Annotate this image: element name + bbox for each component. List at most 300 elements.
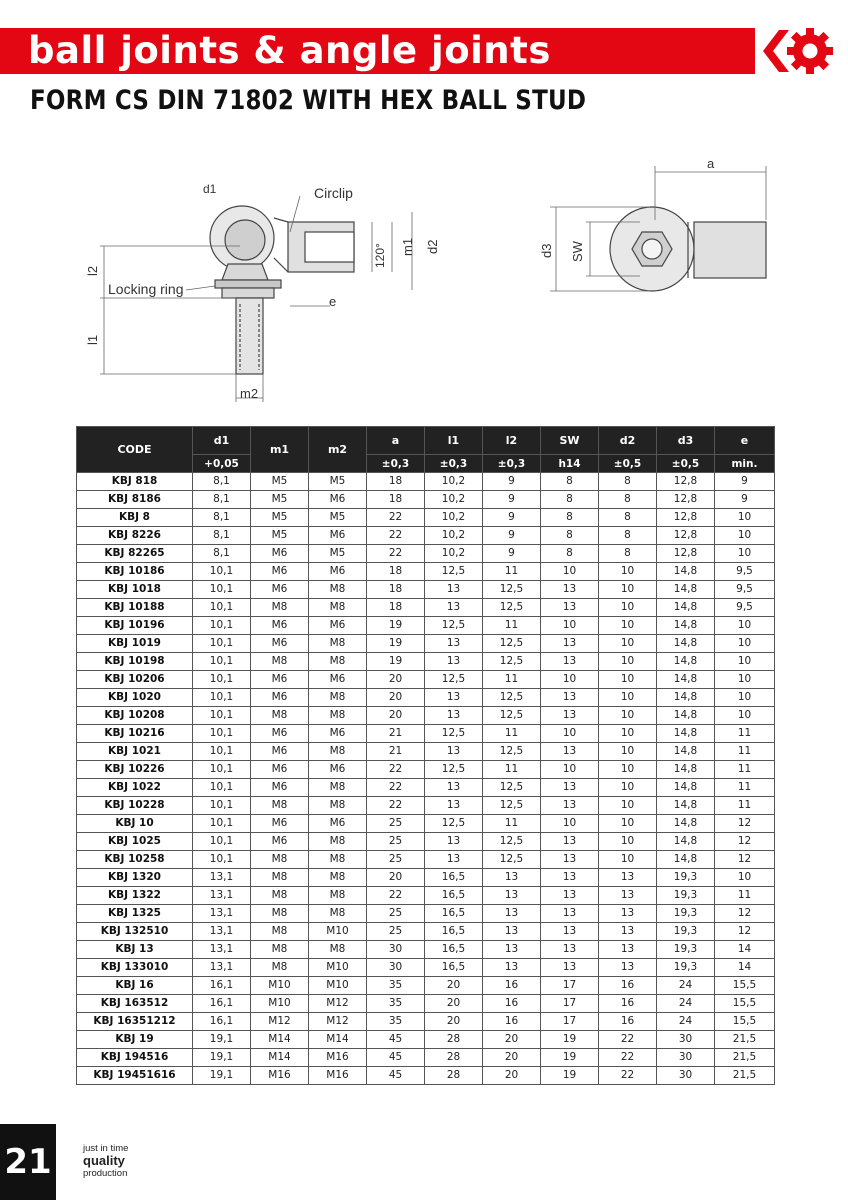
table-cell: 13 xyxy=(599,869,657,887)
table-cell: 14,8 xyxy=(657,581,715,599)
table-cell: 17 xyxy=(541,977,599,995)
table-cell: 12,8 xyxy=(657,473,715,491)
table-row xyxy=(77,563,775,581)
table-cell: 14,8 xyxy=(657,725,715,743)
table-cell: 14,8 xyxy=(657,761,715,779)
table-cell: 19,1 xyxy=(193,1067,251,1085)
table-cell: 12,5 xyxy=(425,761,483,779)
table-cell: 20 xyxy=(367,671,425,689)
table-cell: M5 xyxy=(251,473,309,491)
table-cell: M6 xyxy=(309,725,367,743)
table-cell: 8,1 xyxy=(193,491,251,509)
table-cell-code: KBJ 10206 xyxy=(77,671,193,689)
header-d3: d3 xyxy=(657,427,715,455)
brand-logo-icon xyxy=(755,24,835,78)
table-cell: M5 xyxy=(309,545,367,563)
table-cell: 10,1 xyxy=(193,617,251,635)
table-cell: 12,5 xyxy=(483,689,541,707)
table-cell: 13 xyxy=(541,923,599,941)
table-cell: M8 xyxy=(251,851,309,869)
table-cell: 11 xyxy=(483,563,541,581)
table-cell: 14,8 xyxy=(657,635,715,653)
table-cell: 9 xyxy=(715,473,775,491)
table-cell: 11 xyxy=(715,761,775,779)
table-cell: 13 xyxy=(425,851,483,869)
table-cell: 13 xyxy=(541,941,599,959)
table-row xyxy=(77,815,775,833)
table-cell: M8 xyxy=(309,743,367,761)
table-cell: 20 xyxy=(367,689,425,707)
table-cell: 16 xyxy=(599,995,657,1013)
table-cell: 20 xyxy=(483,1067,541,1085)
table-cell: 14,8 xyxy=(657,707,715,725)
table-cell: 17 xyxy=(541,995,599,1013)
table-cell: 13 xyxy=(599,959,657,977)
table-cell: 24 xyxy=(657,995,715,1013)
tagline xyxy=(83,1143,128,1179)
table-cell: 35 xyxy=(367,1013,425,1031)
table-cell: 12,5 xyxy=(483,743,541,761)
table-row xyxy=(77,599,775,617)
table-cell: 20 xyxy=(425,1013,483,1031)
table-cell-code: KBJ 1320 xyxy=(77,869,193,887)
table-cell: M6 xyxy=(251,725,309,743)
table-cell: 10 xyxy=(541,815,599,833)
table-row xyxy=(77,527,775,545)
table-cell: 10 xyxy=(715,707,775,725)
table-cell: M5 xyxy=(251,527,309,545)
table-cell: M8 xyxy=(309,653,367,671)
table-cell: 12,5 xyxy=(425,563,483,581)
table-cell: 20 xyxy=(425,995,483,1013)
table-row xyxy=(77,959,775,977)
table-cell: 21 xyxy=(367,743,425,761)
table-row xyxy=(77,977,775,995)
table-cell: 10 xyxy=(599,833,657,851)
table-cell: 13,1 xyxy=(193,869,251,887)
table-cell: 13,1 xyxy=(193,887,251,905)
table-cell: 11 xyxy=(483,815,541,833)
table-cell-code: KBJ 16 xyxy=(77,977,193,995)
table-cell: 28 xyxy=(425,1049,483,1067)
table-cell: 21,5 xyxy=(715,1067,775,1085)
table-cell: 13 xyxy=(483,923,541,941)
table-cell: 13 xyxy=(541,635,599,653)
table-cell: 24 xyxy=(657,1013,715,1031)
table-cell: 45 xyxy=(367,1049,425,1067)
table-cell: 18 xyxy=(367,581,425,599)
table-cell: M8 xyxy=(251,923,309,941)
table-cell: 9 xyxy=(483,491,541,509)
table-cell: 11 xyxy=(715,725,775,743)
table-cell: 10 xyxy=(599,671,657,689)
table-cell-code: KBJ 194516 xyxy=(77,1049,193,1067)
table-cell: 12,5 xyxy=(425,617,483,635)
table-cell: 16,5 xyxy=(425,869,483,887)
table-cell: 19 xyxy=(367,617,425,635)
table-cell: M12 xyxy=(309,995,367,1013)
table-cell: M8 xyxy=(309,635,367,653)
table-cell-code: KBJ 1022 xyxy=(77,779,193,797)
tolerance-d3: ±0,5 xyxy=(657,455,715,473)
table-cell: 10 xyxy=(599,581,657,599)
table-cell-code: KBJ 8186 xyxy=(77,491,193,509)
table-cell: M8 xyxy=(309,869,367,887)
table-cell: 45 xyxy=(367,1067,425,1085)
table-cell: M10 xyxy=(309,959,367,977)
table-row xyxy=(77,671,775,689)
table-cell: M6 xyxy=(251,815,309,833)
table-row xyxy=(77,761,775,779)
table-cell: M8 xyxy=(309,851,367,869)
tolerance-sw: h14 xyxy=(541,455,599,473)
table-cell: 16,1 xyxy=(193,995,251,1013)
table-row xyxy=(77,887,775,905)
tolerance-d1: +0,05 xyxy=(193,455,251,473)
table-cell: 12,5 xyxy=(483,851,541,869)
table-row xyxy=(77,779,775,797)
table-cell: 13 xyxy=(425,599,483,617)
table-cell: 15,5 xyxy=(715,995,775,1013)
header-sw: SW xyxy=(541,427,599,455)
table-cell-code: KBJ 13 xyxy=(77,941,193,959)
table-cell: M6 xyxy=(309,617,367,635)
table-row xyxy=(77,635,775,653)
table-cell: M8 xyxy=(251,869,309,887)
table-cell: 14 xyxy=(715,941,775,959)
table-cell: 11 xyxy=(715,779,775,797)
table-cell: M8 xyxy=(309,581,367,599)
table-cell: 10,1 xyxy=(193,743,251,761)
table-cell: M8 xyxy=(309,599,367,617)
header-l2: l2 xyxy=(483,427,541,455)
table-cell: M6 xyxy=(251,581,309,599)
table-row xyxy=(77,509,775,527)
page-subtitle: FORM CS DIN 71802 WITH HEX BALL STUD xyxy=(30,86,587,116)
table-cell: M5 xyxy=(309,509,367,527)
table-cell: M8 xyxy=(251,797,309,815)
table-cell: 10 xyxy=(715,671,775,689)
table-cell: 20 xyxy=(367,869,425,887)
table-cell: 16,5 xyxy=(425,905,483,923)
table-cell: 13 xyxy=(541,689,599,707)
table-cell-code: KBJ 10 xyxy=(77,815,193,833)
table-cell-code: KBJ 163512 xyxy=(77,995,193,1013)
label-a: a xyxy=(707,156,715,171)
table-cell: 12,5 xyxy=(425,815,483,833)
table-cell: 13 xyxy=(599,923,657,941)
table-cell: 13 xyxy=(425,797,483,815)
table-cell: M6 xyxy=(309,815,367,833)
table-cell-code: KBJ 8 xyxy=(77,509,193,527)
table-cell: M6 xyxy=(251,545,309,563)
table-cell: 10 xyxy=(599,797,657,815)
table-cell: 13 xyxy=(541,581,599,599)
tagline-line-3: production xyxy=(83,1168,128,1179)
table-cell: 28 xyxy=(425,1031,483,1049)
table-cell: 9,5 xyxy=(715,581,775,599)
table-cell: 8,1 xyxy=(193,509,251,527)
table-cell: 20 xyxy=(425,977,483,995)
table-cell: 11 xyxy=(483,671,541,689)
table-cell: 8 xyxy=(541,527,599,545)
table-cell: M14 xyxy=(251,1031,309,1049)
table-cell: 10,2 xyxy=(425,545,483,563)
table-cell: 10 xyxy=(599,599,657,617)
table-cell: 13 xyxy=(541,887,599,905)
table-row xyxy=(77,1049,775,1067)
table-cell-code: KBJ 19 xyxy=(77,1031,193,1049)
table-cell: 10,1 xyxy=(193,815,251,833)
table-row xyxy=(77,653,775,671)
table-cell: 13 xyxy=(541,905,599,923)
tagline-line-1: just in time xyxy=(83,1143,129,1154)
table-cell: 10 xyxy=(599,563,657,581)
header-code: CODE xyxy=(77,427,193,473)
table-cell: 10 xyxy=(599,707,657,725)
table-cell: 22 xyxy=(599,1031,657,1049)
table-cell: 14,8 xyxy=(657,797,715,815)
table-cell: 15,5 xyxy=(715,1013,775,1031)
table-cell: 12,5 xyxy=(483,653,541,671)
table-row xyxy=(77,491,775,509)
table-cell: 12,5 xyxy=(483,599,541,617)
table-cell: M8 xyxy=(309,833,367,851)
table-cell: 13 xyxy=(541,851,599,869)
table-cell: 12,5 xyxy=(483,779,541,797)
table-cell-code: KBJ 1019 xyxy=(77,635,193,653)
table-cell: 16 xyxy=(599,977,657,995)
table-cell: 9,5 xyxy=(715,599,775,617)
table-cell: 10 xyxy=(541,761,599,779)
table-cell: M5 xyxy=(309,473,367,491)
table-cell: 21,5 xyxy=(715,1031,775,1049)
table-cell: 10 xyxy=(599,635,657,653)
table-cell: M8 xyxy=(251,887,309,905)
table-cell: M10 xyxy=(251,995,309,1013)
table-row xyxy=(77,1031,775,1049)
table-cell: 13 xyxy=(483,887,541,905)
table-row xyxy=(77,923,775,941)
table-cell: 22 xyxy=(599,1067,657,1085)
table-cell: 20 xyxy=(367,707,425,725)
table-cell: M6 xyxy=(309,671,367,689)
table-cell: 8 xyxy=(541,509,599,527)
table-cell: 14,8 xyxy=(657,617,715,635)
table-cell: 30 xyxy=(657,1067,715,1085)
tolerance-e: min. xyxy=(715,455,775,473)
table-cell: M6 xyxy=(251,743,309,761)
table-cell: 30 xyxy=(367,941,425,959)
label-l2: l2 xyxy=(85,265,100,276)
table-cell: 25 xyxy=(367,851,425,869)
table-cell: 25 xyxy=(367,833,425,851)
table-cell: 28 xyxy=(425,1067,483,1085)
table-cell: M10 xyxy=(251,977,309,995)
table-cell: 21 xyxy=(367,725,425,743)
table-cell-code: KBJ 8226 xyxy=(77,527,193,545)
table-cell: 19 xyxy=(367,653,425,671)
table-cell: 30 xyxy=(657,1049,715,1067)
table-cell: 12,5 xyxy=(483,797,541,815)
table-cell-code: KBJ 818 xyxy=(77,473,193,491)
table-cell: 13 xyxy=(483,959,541,977)
table-cell: 22 xyxy=(599,1049,657,1067)
table-cell: 19,3 xyxy=(657,905,715,923)
tolerance-a: ±0,3 xyxy=(367,455,425,473)
table-cell: 16 xyxy=(599,1013,657,1031)
table-row xyxy=(77,797,775,815)
table-cell: 11 xyxy=(715,887,775,905)
table-cell-code: KBJ 1322 xyxy=(77,887,193,905)
table-cell: 8 xyxy=(541,473,599,491)
table-cell: M5 xyxy=(251,509,309,527)
table-cell: 13 xyxy=(425,653,483,671)
tolerance-l1: ±0,3 xyxy=(425,455,483,473)
table-cell-code: KBJ 10198 xyxy=(77,653,193,671)
table-cell: 17 xyxy=(541,1013,599,1031)
table-row xyxy=(77,851,775,869)
table-cell: 13 xyxy=(541,707,599,725)
table-cell: M6 xyxy=(251,689,309,707)
table-cell: 14,8 xyxy=(657,689,715,707)
table-cell: 13 xyxy=(599,905,657,923)
table-cell: 11 xyxy=(483,761,541,779)
table-cell: 12,5 xyxy=(483,833,541,851)
table-cell: 12 xyxy=(715,905,775,923)
tolerance-l2: ±0,3 xyxy=(483,455,541,473)
table-cell: 18 xyxy=(367,599,425,617)
table-row xyxy=(77,725,775,743)
table-cell: 30 xyxy=(367,959,425,977)
table-cell: 10,1 xyxy=(193,851,251,869)
table-cell: 12,8 xyxy=(657,545,715,563)
table-cell: 8,1 xyxy=(193,473,251,491)
label-d1: d1 xyxy=(203,182,217,196)
header-d1: d1 xyxy=(193,427,251,455)
label-m2: m2 xyxy=(240,386,259,401)
table-cell: 8 xyxy=(599,545,657,563)
table-cell: M6 xyxy=(251,635,309,653)
table-cell: 19 xyxy=(541,1049,599,1067)
table-cell: 8 xyxy=(599,491,657,509)
table-cell: 12 xyxy=(715,923,775,941)
table-cell: M16 xyxy=(309,1049,367,1067)
page-title: ball joints & angle joints xyxy=(28,29,551,72)
table-cell: 10 xyxy=(599,779,657,797)
table-cell: 30 xyxy=(657,1031,715,1049)
table-cell: 12,8 xyxy=(657,491,715,509)
table-cell: 10 xyxy=(541,725,599,743)
table-cell: 10,1 xyxy=(193,635,251,653)
table-cell: 10,1 xyxy=(193,833,251,851)
label-locking-ring: Locking ring xyxy=(108,281,184,297)
table-body xyxy=(77,473,775,1085)
table-cell-code: KBJ 10196 xyxy=(77,617,193,635)
table-cell: 9 xyxy=(483,527,541,545)
top-view xyxy=(610,207,766,291)
table-row xyxy=(77,869,775,887)
table-cell: 12,5 xyxy=(425,725,483,743)
table-cell: 10,2 xyxy=(425,527,483,545)
table-cell: M6 xyxy=(251,671,309,689)
table-cell: 12,8 xyxy=(657,527,715,545)
table-cell: 15,5 xyxy=(715,977,775,995)
table-cell: 10 xyxy=(541,617,599,635)
table-cell: 13 xyxy=(483,941,541,959)
table-cell: 12,5 xyxy=(483,635,541,653)
table-cell: 10 xyxy=(715,689,775,707)
table-cell: M8 xyxy=(309,905,367,923)
table-cell-code: KBJ 10216 xyxy=(77,725,193,743)
table-cell: 13 xyxy=(599,887,657,905)
table-cell: 22 xyxy=(367,761,425,779)
table-cell: 8 xyxy=(599,527,657,545)
table-cell: 19,3 xyxy=(657,959,715,977)
header-l1: l1 xyxy=(425,427,483,455)
table-header-row xyxy=(77,427,775,455)
table-cell: M10 xyxy=(309,923,367,941)
table-cell: 8,1 xyxy=(193,545,251,563)
table-cell-code: KBJ 1021 xyxy=(77,743,193,761)
table-cell: 11 xyxy=(483,617,541,635)
table-cell: 10 xyxy=(599,653,657,671)
label-sw: SW xyxy=(570,241,585,262)
table-row xyxy=(77,473,775,491)
table-cell: M8 xyxy=(251,905,309,923)
table-cell: 10,1 xyxy=(193,761,251,779)
table-cell-code: KBJ 1325 xyxy=(77,905,193,923)
table-cell: 8 xyxy=(541,491,599,509)
table-cell: M16 xyxy=(309,1067,367,1085)
label-e: e xyxy=(329,294,337,309)
label-circlip: Circlip xyxy=(314,185,353,201)
table-row xyxy=(77,833,775,851)
table-row xyxy=(77,995,775,1013)
table-cell-code: KBJ 16351212 xyxy=(77,1013,193,1031)
table-cell: 25 xyxy=(367,923,425,941)
table-cell-code: KBJ 10186 xyxy=(77,563,193,581)
table-cell: 8 xyxy=(599,509,657,527)
table-cell: M6 xyxy=(309,527,367,545)
table-row xyxy=(77,941,775,959)
table-cell: 12,5 xyxy=(483,581,541,599)
table-cell: 14,8 xyxy=(657,833,715,851)
table-cell: M6 xyxy=(251,563,309,581)
table-row xyxy=(77,545,775,563)
table-cell: 13,1 xyxy=(193,959,251,977)
table-cell: M8 xyxy=(251,599,309,617)
table-cell-code: KBJ 133010 xyxy=(77,959,193,977)
table-cell: 9 xyxy=(715,491,775,509)
table-cell: 16 xyxy=(483,1013,541,1031)
table-cell: 10,1 xyxy=(193,563,251,581)
table-cell: 13 xyxy=(541,959,599,977)
table-cell: 13,1 xyxy=(193,923,251,941)
table-cell: 9 xyxy=(483,545,541,563)
table-cell: 10 xyxy=(599,851,657,869)
table-cell: 10 xyxy=(715,635,775,653)
table-cell: 10,1 xyxy=(193,725,251,743)
table-cell: 13 xyxy=(425,635,483,653)
technical-drawing xyxy=(0,150,848,412)
table-row xyxy=(77,905,775,923)
table-cell: 25 xyxy=(367,815,425,833)
table-cell: 10 xyxy=(715,869,775,887)
tagline-line-2: quality xyxy=(83,1153,125,1168)
table-cell: 13 xyxy=(483,905,541,923)
label-angle: 120° xyxy=(373,243,387,268)
